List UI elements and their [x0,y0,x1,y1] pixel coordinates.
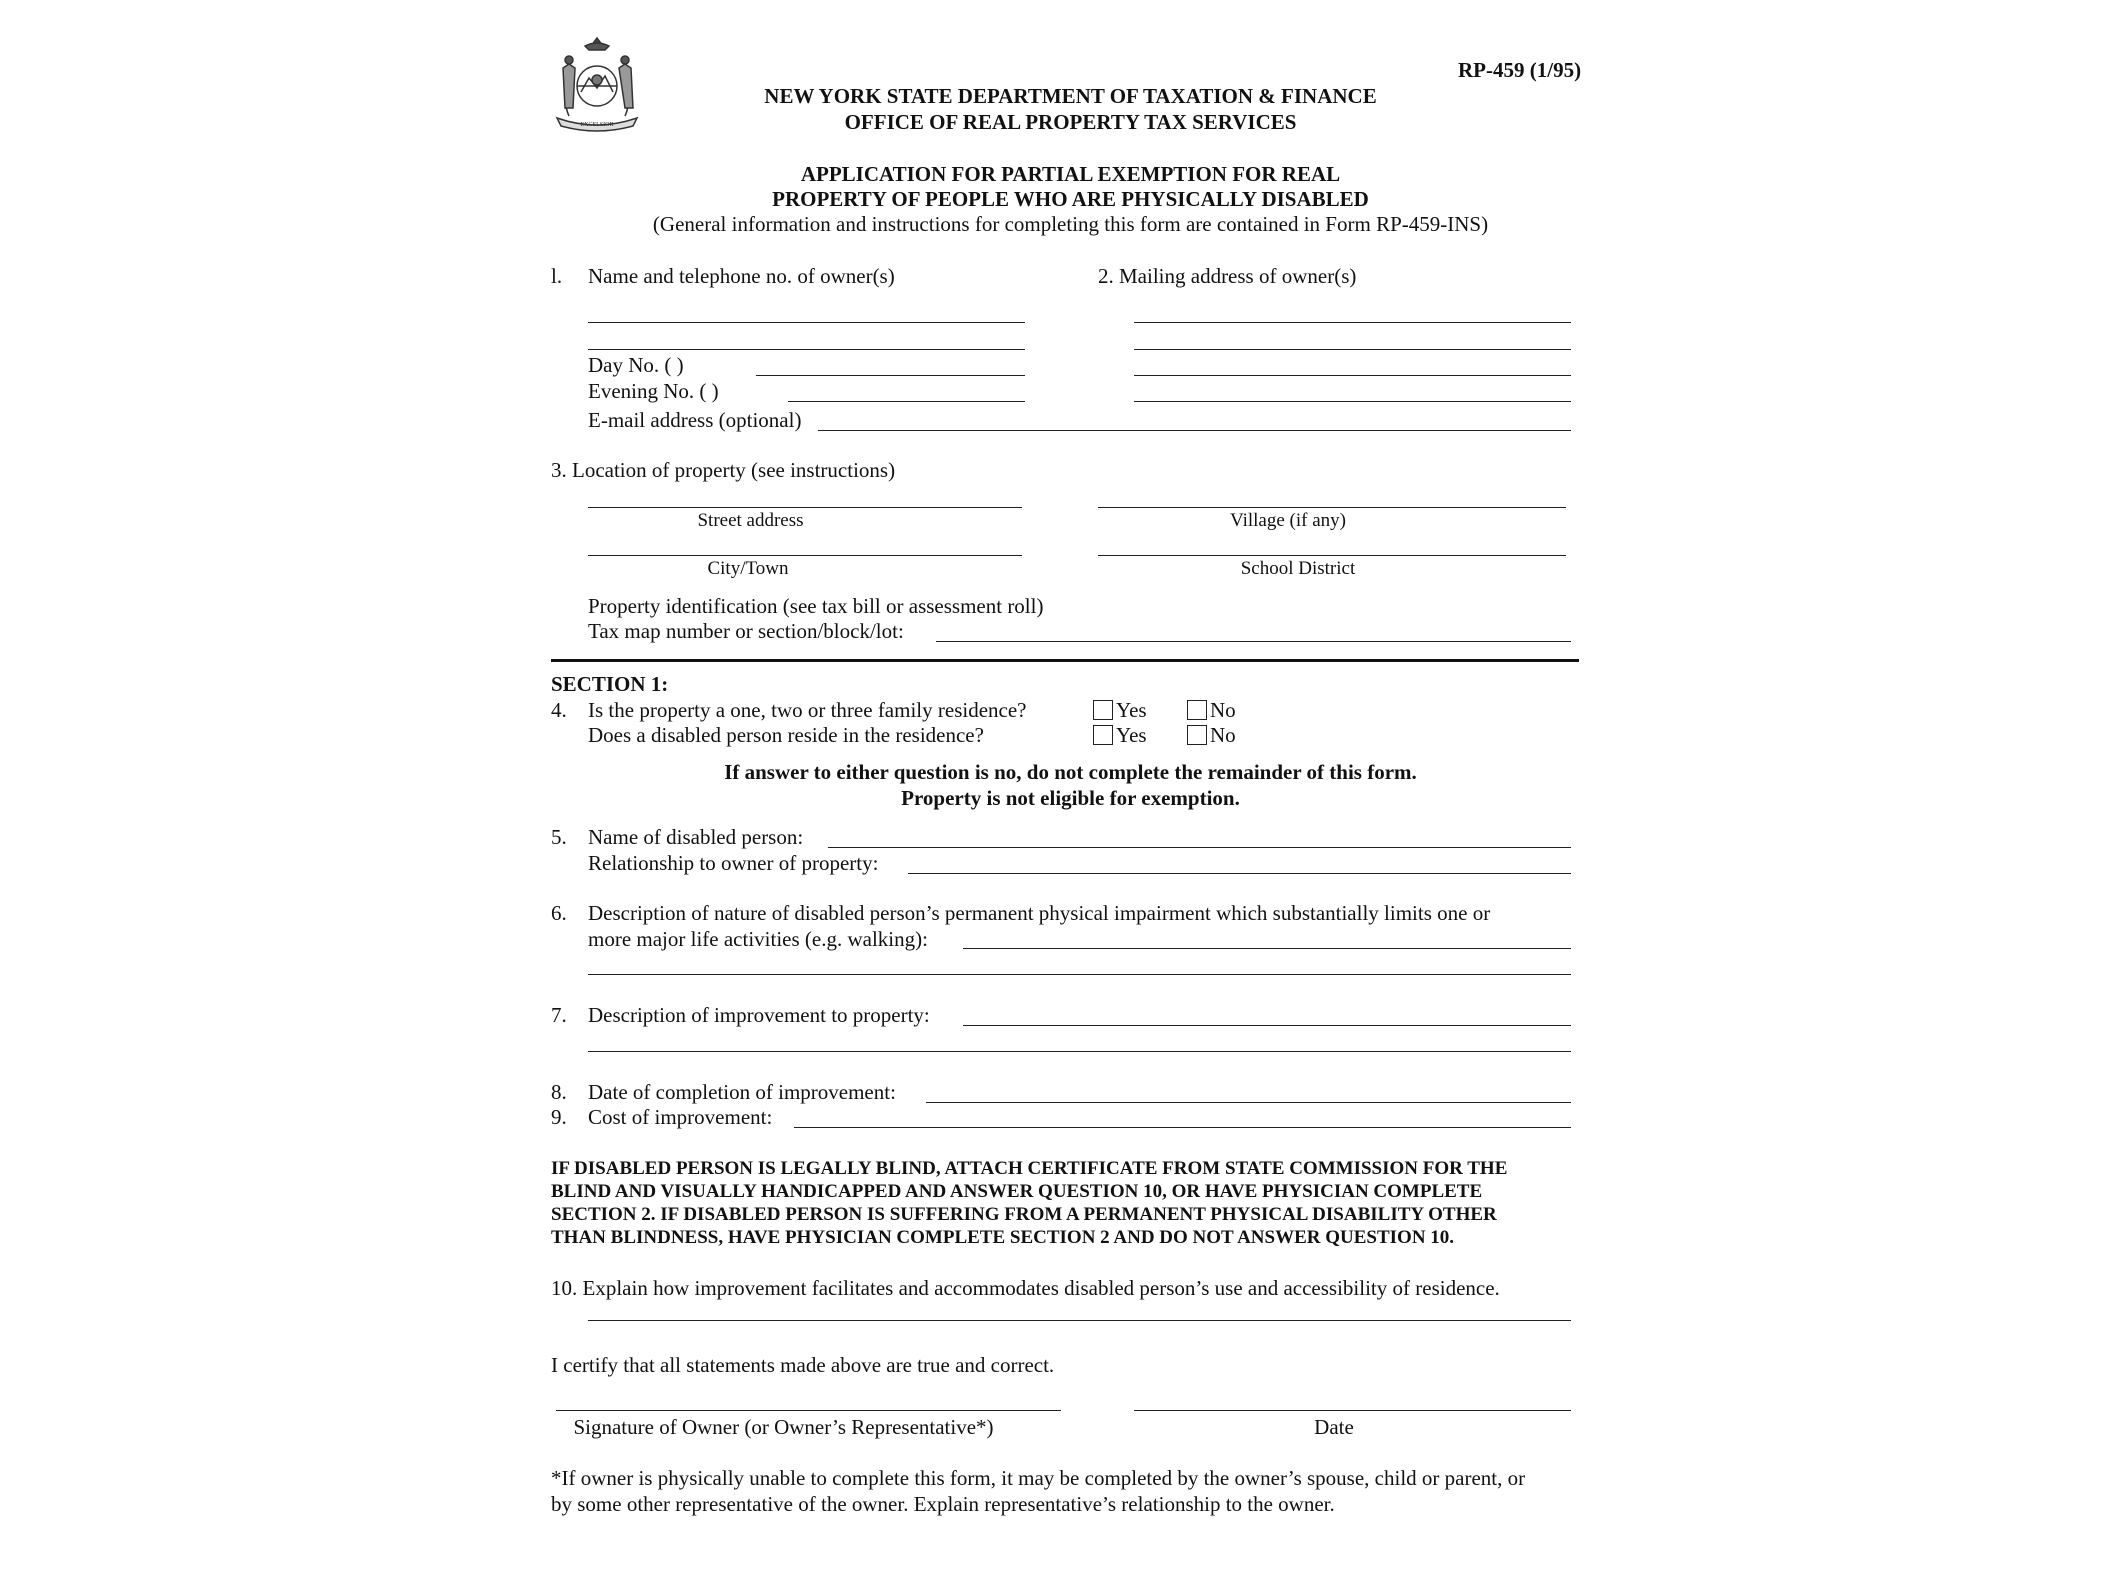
date-caption: Date [1314,1415,1354,1439]
section-divider [551,659,1579,662]
street-address-field[interactable] [588,507,1022,508]
q4a-yes-label: Yes [1116,698,1147,722]
question-10-label: 10. Explain how improvement facilitates and accommodates disabled person’s use and accessibility of residence. [551,1276,1500,1300]
day-phone-label: Day No. ( ) [588,353,684,377]
improvement-cost-label: Cost of improvement: [588,1105,773,1129]
q4a-yes-checkbox[interactable] [1093,700,1113,720]
street-address-caption: Street address [697,510,804,531]
email-label: E-mail address (optional) [588,408,802,432]
date-field[interactable] [1134,1410,1571,1411]
q4a-no-label: No [1210,698,1236,722]
school-district-field[interactable] [1098,555,1566,556]
day-phone-field[interactable] [756,375,1025,376]
q4b-yes-label: Yes [1116,723,1147,747]
owner-name-field-2[interactable] [588,349,1025,350]
property-id-label: Property identification (see tax bill or assessment roll) [588,594,1044,618]
question-1-number: l. [551,264,563,288]
eligibility-warning-line1: If answer to either question is no, do not complete the remainder of this form. [724,760,1417,784]
disabled-person-name-label: Name of disabled person: [588,825,804,849]
completion-date-field[interactable] [926,1102,1571,1103]
eligibility-warning-line2: Property is not eligible for exemption. [901,786,1240,810]
impairment-description-field-2[interactable] [588,974,1571,975]
improvement-description-label: Description of improvement to property: [588,1003,930,1027]
blindness-notice-line3: SECTION 2. IF DISABLED PERSON IS SUFFERING FROM A PERMANENT PHYSICAL DISABILITY OTHER [551,1204,1497,1225]
mailing-address-field-4[interactable] [1134,401,1571,402]
owner-name-field-1[interactable] [588,322,1025,323]
mailing-address-field-1[interactable] [1134,322,1571,323]
form-id: RP-459 (1/95) [1458,58,1582,82]
city-town-caption: City/Town [707,558,789,579]
disabled-person-name-field[interactable] [828,847,1571,848]
improvement-cost-field[interactable] [794,1127,1571,1128]
q4b-no-checkbox[interactable] [1187,725,1207,745]
signature-caption: Signature of Owner (or Owner’s Representative*) [573,1415,994,1439]
tax-map-label: Tax map number or section/block/lot: [588,619,904,643]
question-4-number: 4. [551,698,567,722]
seal-motto: EXCELSIOR [580,122,614,128]
certification-statement: I certify that all statements made above are true and correct. [551,1353,1055,1377]
office-name: OFFICE OF REAL PROPERTY TAX SERVICES [844,110,1297,134]
blindness-notice-line2: BLIND AND VISUALLY HANDICAPPED AND ANSWER QUESTION 10, OR HAVE PHYSICIAN COMPLETE [551,1181,1483,1202]
question-5-number: 5. [551,825,567,849]
city-town-field[interactable] [588,555,1022,556]
question-9-number: 9. [551,1105,567,1129]
relationship-field[interactable] [908,873,1571,874]
question-1-label: Name and telephone no. of owner(s) [588,264,895,288]
blindness-notice-line1: IF DISABLED PERSON IS LEGALLY BLIND, ATTACH CERTIFICATE FROM STATE COMMISSION FOR THE [551,1158,1508,1179]
question-8-number: 8. [551,1080,567,1104]
village-caption: Village (if any) [1230,510,1346,531]
evening-phone-label: Evening No. ( ) [588,379,719,403]
tax-map-field[interactable] [936,641,1571,642]
mailing-address-field-3[interactable] [1134,375,1571,376]
blindness-notice-line4: THAN BLINDNESS, HAVE PHYSICIAN COMPLETE SECTION 2 AND DO NOT ANSWER QUESTION 10. [551,1227,1455,1248]
question-7-number: 7. [551,1003,567,1027]
form-title-line1: APPLICATION FOR PARTIAL EXEMPTION FOR REAL [800,162,1341,186]
village-field[interactable] [1098,507,1566,508]
completion-date-label: Date of completion of improvement: [588,1080,896,1104]
department-name: NEW YORK STATE DEPARTMENT OF TAXATION & FINANCE [764,84,1377,108]
representative-footnote-line1: *If owner is physically unable to complete this form, it may be completed by the owner’s spouse, child or parent, or [551,1466,1526,1490]
section-1-heading: SECTION 1: [551,672,669,696]
question-4b-label: Does a disabled person reside in the residence? [588,723,984,747]
email-field[interactable] [818,430,1571,431]
question-6-line1: Description of nature of disabled person’s permanent physical impairment which substantially limits one or [588,901,1491,925]
form-subtitle: (General information and instructions for completing this form are contained in Form RP-459-INS) [652,212,1489,236]
representative-footnote-line2: by some other representative of the owner. Explain representative’s relationship to the owner. [551,1492,1335,1516]
impairment-description-field-1[interactable] [963,948,1571,949]
question-4a-label: Is the property a one, two or three family residence? [588,698,1027,722]
improvement-description-field-1[interactable] [963,1025,1571,1026]
q4b-no-label: No [1210,723,1236,747]
q4b-yes-checkbox[interactable] [1093,725,1113,745]
relationship-label: Relationship to owner of property: [588,851,879,875]
question-3-label: 3. Location of property (see instructions) [551,458,896,482]
form-title-line2: PROPERTY OF PEOPLE WHO ARE PHYSICALLY DISABLED [772,187,1369,211]
evening-phone-field[interactable] [788,401,1025,402]
signature-field[interactable] [556,1410,1061,1411]
mailing-address-field-2[interactable] [1134,349,1571,350]
question-6-line2: more major life activities (e.g. walking): [588,927,928,951]
improvement-description-field-2[interactable] [588,1051,1571,1052]
accessibility-explanation-field[interactable] [588,1320,1571,1321]
school-district-caption: School District [1240,558,1356,579]
question-2-label: 2. Mailing address of owner(s) [1098,264,1357,288]
question-6-number: 6. [551,901,567,925]
q4a-no-checkbox[interactable] [1187,700,1207,720]
